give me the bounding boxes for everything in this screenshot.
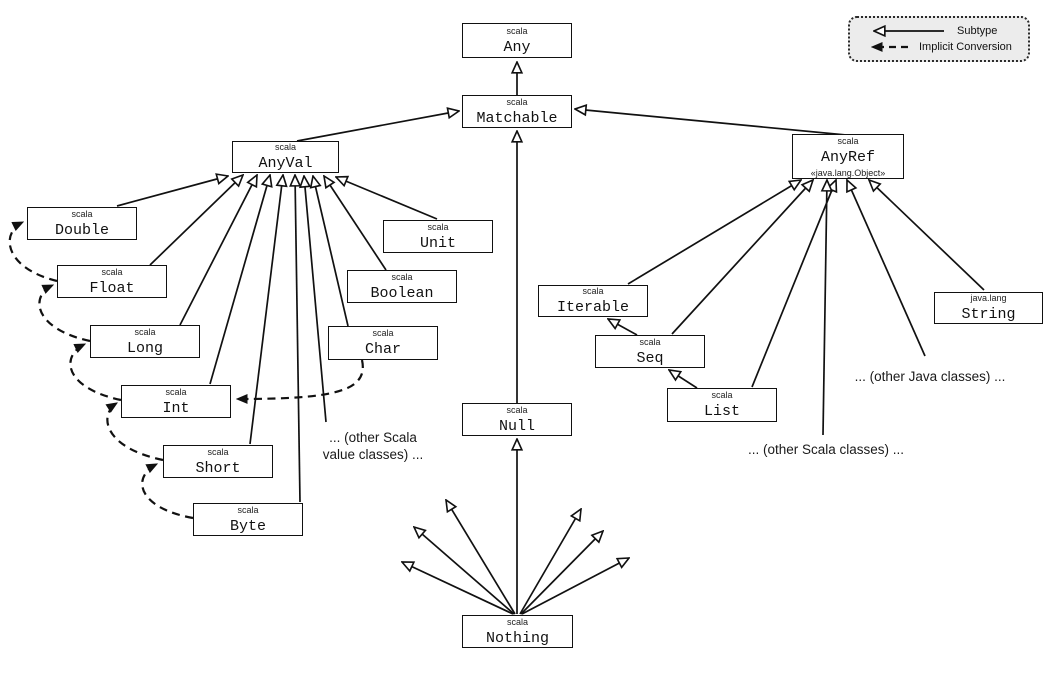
node-matchable <box>462 95 572 128</box>
node-seq-name: Seq <box>636 349 664 367</box>
edge-other-java-classes-anyref <box>847 180 925 356</box>
node-null <box>462 403 572 436</box>
edge-other-scala-classes-anyref <box>823 180 827 435</box>
note-other-java-classes <box>840 369 1020 386</box>
legend-row-implicit <box>858 40 1020 54</box>
legend-implicit-label: Implicit Conversion <box>919 41 1012 53</box>
node-int-package: scala <box>165 386 187 397</box>
node-any-package: scala <box>506 25 528 36</box>
edge-unit-anyval <box>336 177 437 219</box>
edge-anyval-matchable <box>297 111 459 141</box>
subtype-arrow-icon <box>858 24 948 38</box>
node-null-package: scala <box>506 404 528 415</box>
node-iterable-package: scala <box>582 286 604 296</box>
edge-nothing-fan-right-2 <box>521 531 603 614</box>
note-other-java-classes-text: ... (other Java classes) ... <box>854 369 1006 384</box>
node-anyref <box>792 134 904 179</box>
edge-byte-anyval <box>295 175 300 502</box>
edge-nothing-fan-left-2 <box>414 527 514 614</box>
edge-nothing-fan-right-3 <box>522 558 629 614</box>
node-any-name: Any <box>503 38 531 56</box>
implicit-conversion-arrow-icon <box>858 40 910 54</box>
note-other-scala-classes <box>738 442 914 459</box>
edge-anyref-matchable <box>575 109 846 135</box>
node-anyval-package: scala <box>274 142 296 152</box>
node-anyval <box>232 141 339 173</box>
edge-float-anyval <box>150 175 243 265</box>
node-iterable-name: Iterable <box>556 299 629 316</box>
note-other-scala-value-classes-line2: value classes) ... <box>322 446 424 462</box>
node-double-package: scala <box>71 208 93 219</box>
node-int <box>121 385 231 418</box>
edge-short-anyval <box>250 175 283 444</box>
node-byte-name: Byte <box>229 517 266 535</box>
node-char-name: Char <box>364 341 401 358</box>
node-any <box>462 23 572 58</box>
node-float-name: Float <box>89 279 135 297</box>
node-unit-name: Unit <box>419 234 456 252</box>
node-boolean <box>347 270 457 303</box>
node-boolean-package: scala <box>391 271 413 282</box>
note-other-scala-value-classes-line1: ... (other Scala <box>329 430 417 445</box>
node-string <box>934 292 1043 324</box>
edge-nothing-fan-left-3 <box>446 500 515 614</box>
edge-list-seq <box>669 370 697 388</box>
node-char-package: scala <box>372 328 394 338</box>
node-byte <box>193 503 303 536</box>
node-short-package: scala <box>207 446 229 457</box>
node-anyref-subtitle: «java.lang.Object» <box>810 167 886 178</box>
node-seq-package: scala <box>639 336 661 347</box>
node-double <box>27 207 137 240</box>
node-list-package: scala <box>711 390 733 400</box>
legend <box>848 16 1030 62</box>
node-int-name: Int <box>162 399 190 417</box>
node-list <box>667 388 777 422</box>
node-list-name: List <box>703 403 740 420</box>
node-anyref-name: AnyRef <box>820 148 875 166</box>
node-nothing-name: Nothing <box>485 629 549 647</box>
node-iterable <box>538 285 648 317</box>
node-nothing <box>462 615 573 648</box>
node-boolean-name: Boolean <box>370 284 434 302</box>
node-null-name: Null <box>498 417 535 435</box>
legend-row-subtype <box>858 24 1020 38</box>
node-short <box>163 445 273 478</box>
node-matchable-name: Matchable <box>476 109 558 127</box>
node-float <box>57 265 167 298</box>
node-unit-package: scala <box>427 221 449 232</box>
edge-iterable-anyref <box>628 180 801 284</box>
node-seq <box>595 335 705 368</box>
edge-nothing-fan-left-1 <box>402 562 513 614</box>
edge-string-anyref <box>869 180 984 290</box>
node-matchable-package: scala <box>506 96 528 107</box>
edge-double-anyval <box>117 176 228 206</box>
edge-seq-anyref <box>672 180 813 334</box>
note-other-scala-value-classes <box>303 430 443 464</box>
node-byte-package: scala <box>237 504 259 515</box>
node-short-name: Short <box>195 459 241 477</box>
edge-char-anyval <box>313 176 348 326</box>
node-anyref-package: scala <box>837 135 859 146</box>
node-string-package: java.lang <box>970 293 1007 303</box>
node-nothing-package: scala <box>506 616 528 627</box>
node-double-name: Double <box>54 221 109 239</box>
edge-other-value-classes-anyval <box>304 176 326 422</box>
node-long <box>90 325 200 358</box>
node-string-name: String <box>961 306 1016 323</box>
edge-long-anyval <box>180 175 257 325</box>
edge-seq-iterable <box>608 319 637 335</box>
node-char <box>328 326 438 360</box>
node-long-name: Long <box>126 339 163 357</box>
node-long-package: scala <box>134 326 156 337</box>
node-float-package: scala <box>101 266 123 277</box>
note-other-scala-classes-text: ... (other Scala classes) ... <box>747 442 905 457</box>
node-unit <box>383 220 493 253</box>
legend-subtype-label: Subtype <box>957 25 998 37</box>
edge-boolean-anyval <box>324 176 386 270</box>
node-anyval-name: AnyVal <box>258 155 313 172</box>
